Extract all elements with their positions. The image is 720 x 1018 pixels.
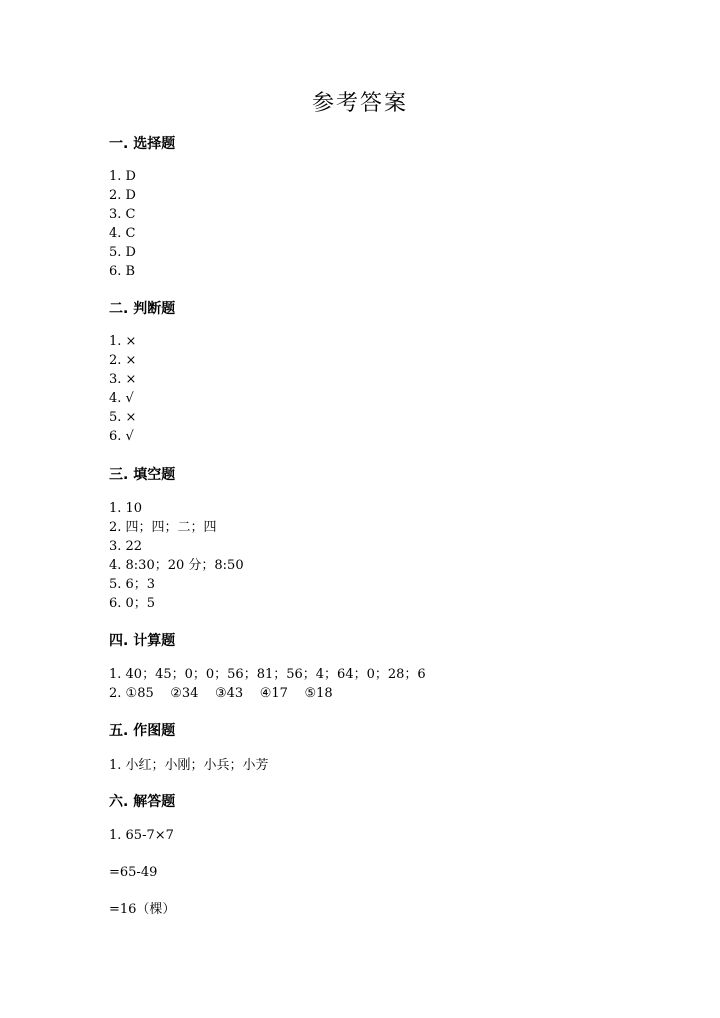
draw-answer-1: 1. 小红；小刚；小兵；小芳 [109, 758, 269, 773]
choice-answer-3: 3. C [109, 207, 136, 222]
choice-answer-2: 2. D [109, 188, 136, 203]
calc-answer-1: 1. 40；45；0；0；56；81；56；4；64；0；28；6 [109, 667, 426, 682]
fill-answer-5: 5. 6；3 [109, 577, 156, 592]
solve-step-1: 1. 65-7×7 [109, 828, 174, 843]
choice-answer-1: 1. D [109, 169, 136, 184]
choice-answer-6: 6. B [109, 264, 136, 279]
calc-answer-2: 2. ①85 ②34 ③43 ④17 ⑤18 [109, 686, 333, 701]
judge-answer-3: 3. × [109, 372, 137, 387]
section-heading-solve: 六. 解答题 [109, 794, 176, 810]
fill-answer-2: 2. 四；四；二；四 [109, 520, 217, 535]
judge-answer-1: 1. × [109, 334, 137, 349]
section-heading-judge: 二. 判断题 [109, 301, 176, 317]
fill-answer-6: 6. 0；5 [109, 596, 156, 611]
section-heading-calc: 四. 计算题 [109, 633, 176, 649]
fill-answer-1: 1. 10 [109, 501, 143, 516]
solve-step-2: =65-49 [109, 865, 158, 880]
section-heading-fill: 三. 填空题 [109, 467, 176, 483]
judge-answer-6: 6. √ [109, 429, 134, 444]
page-title: 参考答案 [311, 91, 408, 116]
fill-answer-3: 3. 22 [109, 539, 143, 554]
judge-answer-4: 4. √ [109, 391, 134, 406]
fill-answer-4: 4. 8:30；20 分；8:50 [109, 558, 244, 573]
judge-answer-2: 2. × [109, 353, 137, 368]
section-heading-choice: 一. 选择题 [109, 136, 176, 152]
choice-answer-4: 4. C [109, 226, 136, 241]
choice-answer-5: 5. D [109, 245, 136, 260]
section-heading-draw: 五. 作图题 [109, 723, 176, 739]
solve-step-3: =16（棵） [109, 902, 176, 917]
judge-answer-5: 5. × [109, 410, 137, 425]
